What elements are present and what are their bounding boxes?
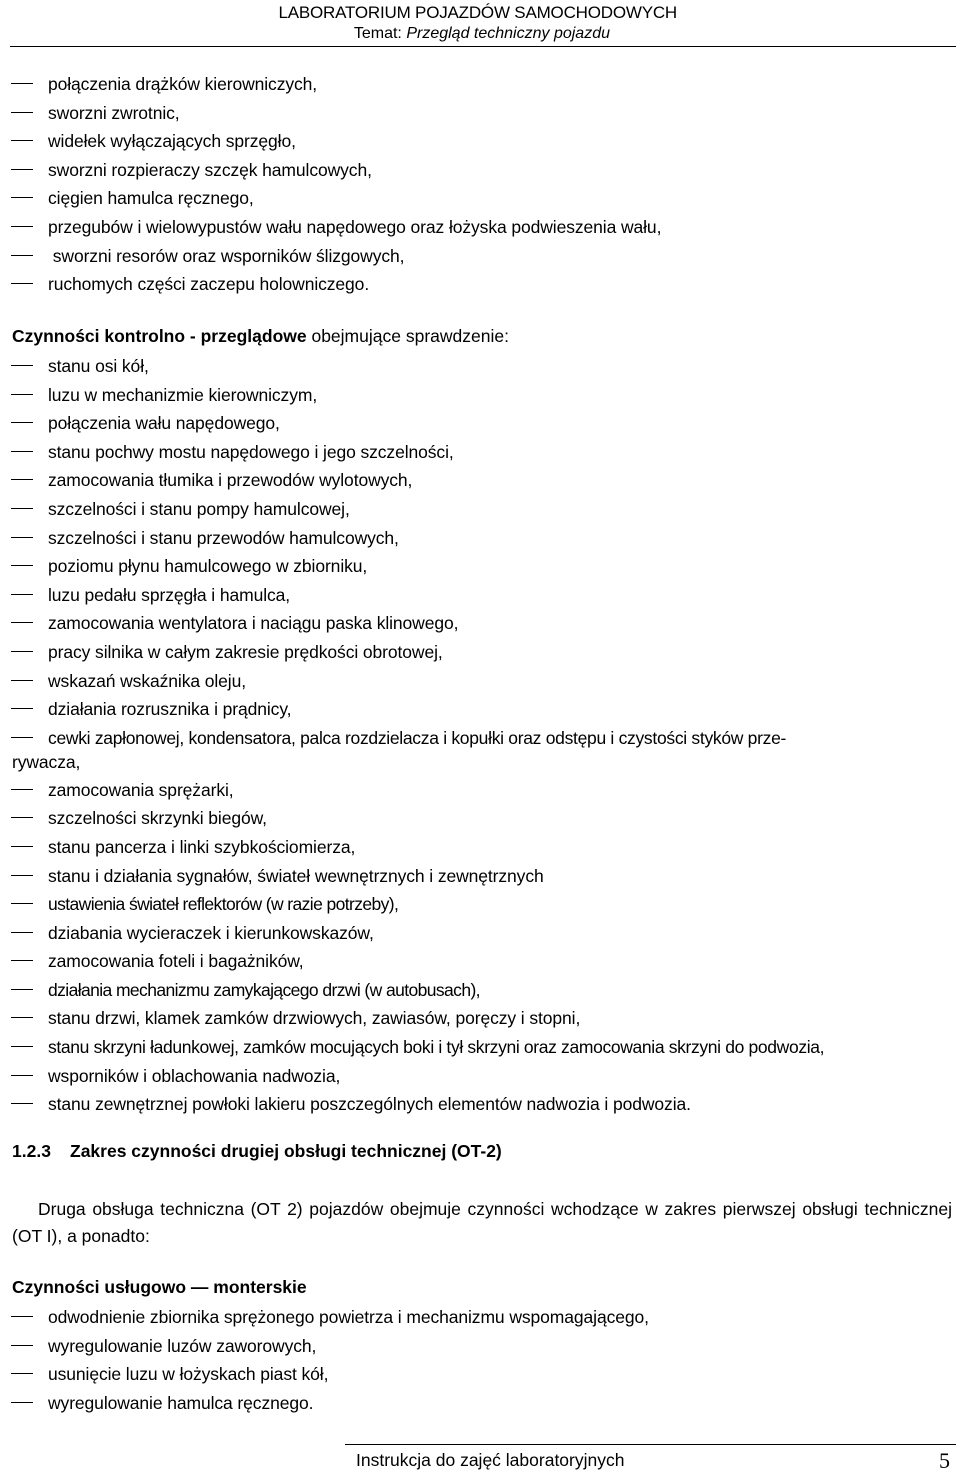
dash-bullet <box>11 451 33 452</box>
dash-bullet <box>11 83 33 84</box>
dash-bullet <box>11 394 33 395</box>
topic-line <box>354 25 610 43</box>
dash-bullet <box>11 903 33 904</box>
topic-prefix: Temat: <box>353 25 407 42</box>
page-number: 5 <box>939 1448 950 1473</box>
dash-bullet <box>11 1017 33 1018</box>
dash-bullet <box>11 989 33 990</box>
control-heading-rest: obejmujące sprawdzenie: <box>306 326 509 346</box>
dash-bullet <box>11 737 33 738</box>
dash-bullet <box>11 1373 33 1374</box>
dash-bullet <box>11 565 33 566</box>
dash-bullet <box>11 226 33 227</box>
page-footer <box>0 1440 960 1479</box>
dash-bullet <box>11 365 33 366</box>
dash-bullet <box>11 680 33 681</box>
dash-bullet <box>11 1103 33 1104</box>
dash-bullet <box>11 479 33 480</box>
control-heading-bold: Czynności kontrolno - przeglądowe <box>12 326 307 346</box>
topic-text: Przegląd techniczny pojazdu <box>406 25 610 42</box>
dash-bullet <box>11 422 33 423</box>
footer-label: Instrukcja do zajęć laboratoryjnych <box>356 1450 625 1470</box>
dash-bullet <box>11 708 33 709</box>
dash-bullet <box>11 537 33 538</box>
section-title-text: Zakres czynności drugiej obsługi technicznej (OT-2) <box>70 1141 502 1161</box>
dash-bullet <box>11 508 33 509</box>
lab-title: LABORATORIUM POJAZDÓW SAMOCHODOWYCH <box>278 3 677 22</box>
dash-bullet <box>11 1345 33 1346</box>
intro-paragraph <box>12 1196 952 1250</box>
dash-bullet <box>11 594 33 595</box>
footer-rule <box>345 1444 956 1445</box>
dash-bullet <box>11 1046 33 1047</box>
dash-bullet <box>11 1316 33 1317</box>
service-heading: Czynności usługowo — monterskie <box>12 1277 307 1297</box>
dash-bullet <box>11 651 33 652</box>
dash-bullet <box>11 932 33 933</box>
header-rule <box>10 46 956 47</box>
dash-bullet <box>11 169 33 170</box>
dash-bullet <box>11 960 33 961</box>
dash-bullet <box>11 112 33 113</box>
dash-bullet <box>11 622 33 623</box>
control-heading <box>12 326 509 347</box>
dash-bullet <box>11 1075 33 1076</box>
dash-bullet <box>11 197 33 198</box>
paragraph-text: Druga obsługa techniczna (OT 2) pojazdów obejmuje czynności wchodzące w zakres pierwszej obsługi technicznej (OT I), a ponadto: <box>12 1199 952 1246</box>
dash-bullet <box>11 789 33 790</box>
dash-bullet <box>11 817 33 818</box>
section-number: 1.2.3 <box>12 1141 51 1161</box>
dash-bullet <box>11 846 33 847</box>
dash-bullet <box>11 283 33 284</box>
dash-bullet <box>11 255 33 256</box>
section-title <box>12 1141 502 1162</box>
dash-bullet <box>11 875 33 876</box>
dash-bullet <box>11 1402 33 1403</box>
page-header <box>0 0 960 48</box>
dash-bullet <box>11 140 33 141</box>
